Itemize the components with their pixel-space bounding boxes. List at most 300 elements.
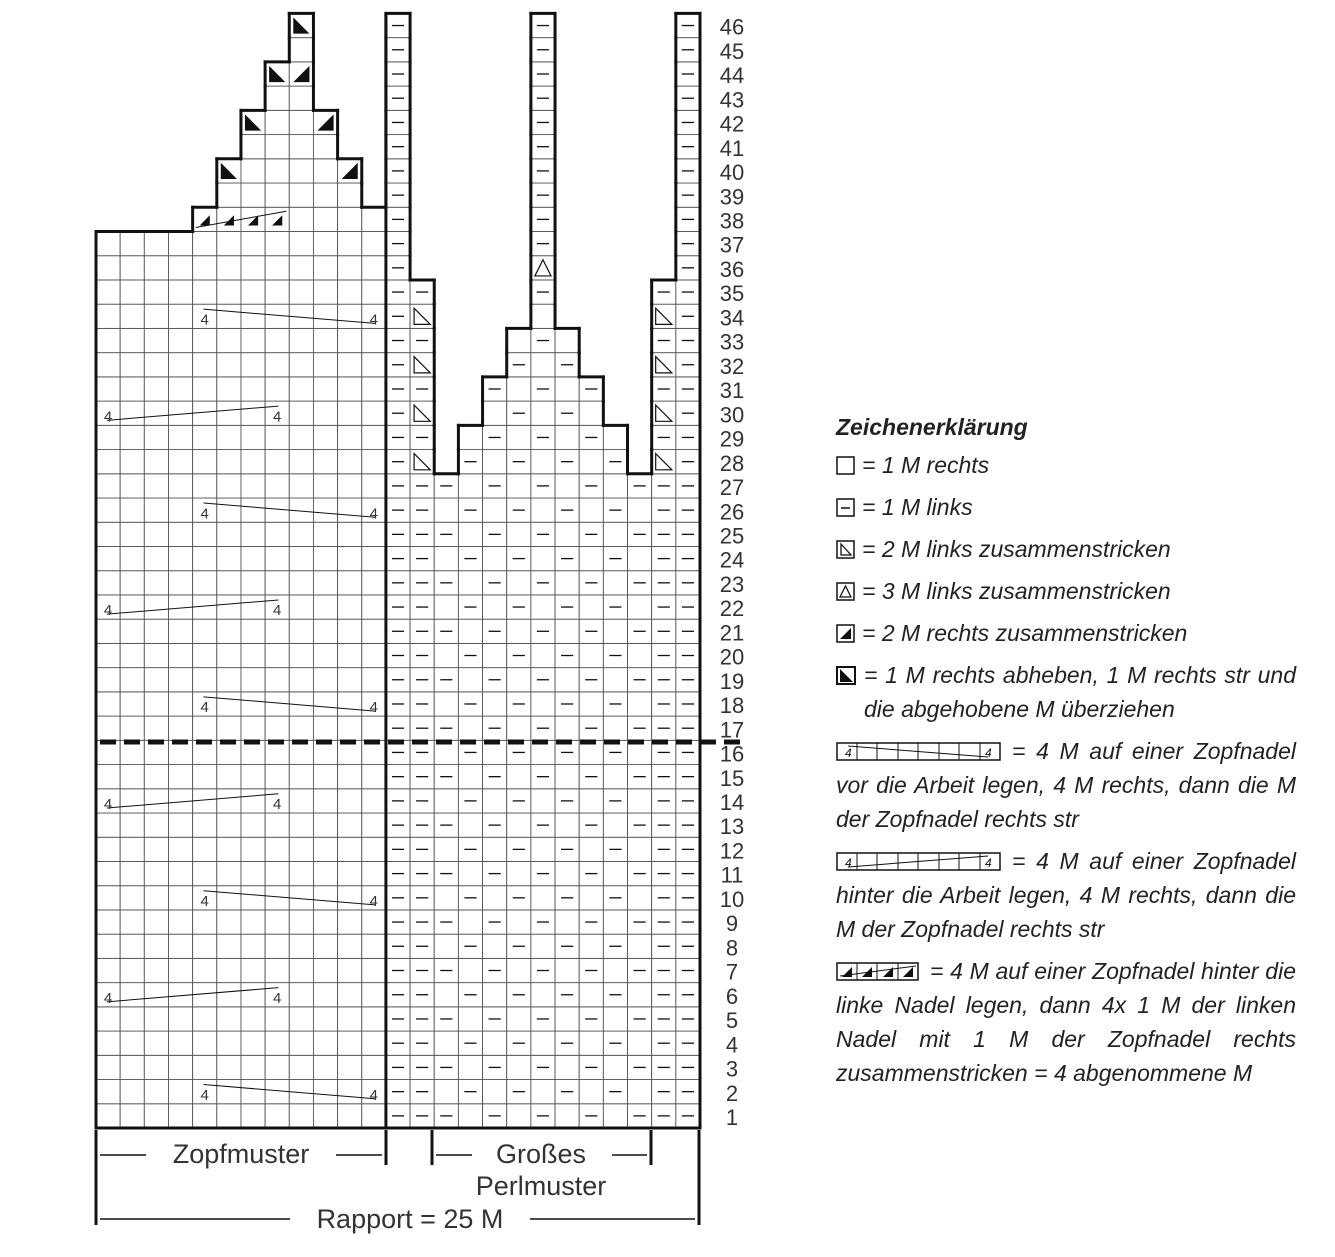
chart-cell bbox=[507, 668, 531, 692]
chart-cell bbox=[120, 643, 144, 667]
chart-cell bbox=[144, 837, 168, 861]
chart-cell bbox=[289, 619, 313, 643]
chart-cell bbox=[338, 861, 362, 885]
chart-cell bbox=[603, 1104, 627, 1128]
chart-cell bbox=[96, 498, 120, 522]
legend-item-decrease-4 bbox=[836, 954, 1296, 1090]
chart-cell bbox=[193, 280, 217, 304]
chart-cell bbox=[265, 765, 289, 789]
chart-cell bbox=[289, 716, 313, 740]
chart-cell bbox=[144, 498, 168, 522]
chart-cell bbox=[338, 159, 362, 183]
chart-cell bbox=[265, 450, 289, 474]
chart-cell bbox=[458, 571, 482, 595]
chart-cell bbox=[217, 716, 241, 740]
chart-cell bbox=[362, 522, 386, 546]
chart-cell bbox=[338, 934, 362, 958]
chart-cell bbox=[265, 861, 289, 885]
row-number: 40 bbox=[719, 160, 745, 186]
chart-cell bbox=[217, 789, 241, 813]
chart-cell bbox=[265, 231, 289, 255]
chart-cell bbox=[338, 789, 362, 813]
chart-cell bbox=[120, 813, 144, 837]
chart-cell bbox=[313, 886, 337, 910]
chart-cell bbox=[507, 1007, 531, 1031]
chart-cell bbox=[265, 474, 289, 498]
chart-cell bbox=[217, 934, 241, 958]
chart-cell bbox=[144, 716, 168, 740]
chart-cell bbox=[193, 522, 217, 546]
row-number: 25 bbox=[719, 523, 745, 549]
chart-cell bbox=[265, 668, 289, 692]
chart-cell bbox=[362, 958, 386, 982]
chart-cell bbox=[579, 450, 603, 474]
chart-cell bbox=[434, 692, 458, 716]
chart-cell bbox=[168, 256, 192, 280]
svg-text:4: 4 bbox=[985, 746, 992, 760]
chart-cell bbox=[193, 1031, 217, 1055]
chart-cell bbox=[168, 377, 192, 401]
chart-cell bbox=[313, 983, 337, 1007]
chart-cell bbox=[144, 958, 168, 982]
chart-cell bbox=[120, 983, 144, 1007]
chart-cell bbox=[217, 304, 241, 328]
chart-cell bbox=[362, 619, 386, 643]
chart-cell bbox=[289, 62, 313, 86]
chart-cell bbox=[458, 716, 482, 740]
chart-cell bbox=[96, 716, 120, 740]
chart-cell bbox=[193, 813, 217, 837]
cable-back-icon bbox=[836, 852, 1002, 872]
chart-cell bbox=[241, 861, 265, 885]
chart-cell bbox=[603, 716, 627, 740]
legend-text: = 4 M auf einer Zopfnadel hinter die linke Nadel legen, dann 4x 1 M der linken Nadel mit 1 M der Zopfnadel rechts zusammenstricken = 4 abgenommene M bbox=[836, 958, 1296, 1086]
chart-cell bbox=[362, 789, 386, 813]
chart-cell bbox=[241, 571, 265, 595]
chart-cell bbox=[555, 1104, 579, 1128]
chart-cell bbox=[338, 353, 362, 377]
chart-cell bbox=[531, 643, 555, 667]
chart-cell bbox=[362, 546, 386, 570]
legend-item-k2tog bbox=[836, 616, 1296, 650]
chart-cell bbox=[579, 546, 603, 570]
chart-cell bbox=[168, 425, 192, 449]
chart-cell bbox=[265, 571, 289, 595]
row-number: 1 bbox=[725, 1105, 739, 1130]
chart-cell bbox=[144, 1031, 168, 1055]
chart-cell bbox=[579, 692, 603, 716]
chart-cell bbox=[168, 1031, 192, 1055]
chart-cell bbox=[144, 789, 168, 813]
chart-cell bbox=[168, 571, 192, 595]
chart-cell bbox=[313, 328, 337, 352]
chart-cell bbox=[289, 813, 313, 837]
row-number: 9 bbox=[725, 911, 739, 937]
row-number: 30 bbox=[719, 402, 745, 428]
chart-cell bbox=[603, 958, 627, 982]
legend-text: = 2 M rechts zusammenstricken bbox=[862, 620, 1188, 646]
chart-cell bbox=[338, 1055, 362, 1079]
chart-cell bbox=[338, 401, 362, 425]
cable-number: 4 bbox=[369, 892, 379, 910]
chart-cell bbox=[217, 813, 241, 837]
chart-cell bbox=[241, 304, 265, 328]
chart-cell bbox=[193, 425, 217, 449]
chart-cell bbox=[96, 256, 120, 280]
chart-cell bbox=[168, 692, 192, 716]
chart-cell bbox=[338, 1080, 362, 1104]
chart-cell bbox=[313, 1007, 337, 1031]
chart-cell bbox=[507, 1055, 531, 1079]
chart-cell bbox=[313, 910, 337, 934]
chart-cell bbox=[313, 619, 337, 643]
chart-cell bbox=[96, 304, 120, 328]
chart-cell bbox=[338, 643, 362, 667]
chart-cell bbox=[217, 1055, 241, 1079]
chart-cell bbox=[217, 1080, 241, 1104]
chart-cell bbox=[289, 522, 313, 546]
chart-cell bbox=[338, 765, 362, 789]
chart-cell bbox=[362, 813, 386, 837]
row-number: 17 bbox=[719, 717, 745, 743]
chart-cell bbox=[96, 1007, 120, 1031]
chart-cell bbox=[579, 401, 603, 425]
chart-cell bbox=[241, 450, 265, 474]
chart-cell bbox=[193, 571, 217, 595]
p2tog-icon bbox=[836, 540, 856, 560]
chart-cell bbox=[555, 425, 579, 449]
cable-number: 4 bbox=[200, 1086, 209, 1104]
chart-cell bbox=[265, 353, 289, 377]
chart-cell bbox=[507, 716, 531, 740]
cable-number: 4 bbox=[369, 505, 379, 523]
chart-cell bbox=[555, 571, 579, 595]
chart-cell bbox=[555, 910, 579, 934]
chart-cell bbox=[338, 377, 362, 401]
chart-cell bbox=[313, 668, 337, 692]
chart-cell bbox=[265, 86, 289, 110]
chart-cell bbox=[603, 861, 627, 885]
chart-cell bbox=[241, 934, 265, 958]
chart-cell bbox=[120, 231, 144, 255]
chart-cell bbox=[265, 546, 289, 570]
k2tog-icon bbox=[836, 624, 856, 644]
chart-cell bbox=[120, 353, 144, 377]
chart-cell bbox=[120, 304, 144, 328]
chart-cell bbox=[96, 886, 120, 910]
chart-cell bbox=[265, 1007, 289, 1031]
chart-cell bbox=[434, 886, 458, 910]
svg-text:4: 4 bbox=[985, 856, 992, 870]
chart-cell bbox=[579, 837, 603, 861]
cable-number: 4 bbox=[200, 892, 209, 910]
chart-cell bbox=[96, 450, 120, 474]
legend-title: Zeichenerklärung bbox=[836, 414, 1028, 440]
chart-cell bbox=[120, 886, 144, 910]
chart-cell bbox=[168, 498, 192, 522]
row-number: 41 bbox=[719, 135, 745, 161]
row-number: 39 bbox=[719, 184, 745, 210]
chart-cell bbox=[458, 668, 482, 692]
cable-number: 4 bbox=[273, 602, 282, 620]
cable-number: 4 bbox=[200, 505, 209, 523]
chart-cell bbox=[96, 643, 120, 667]
row-number: 38 bbox=[719, 208, 745, 234]
chart-cell bbox=[241, 183, 265, 207]
chart-cell bbox=[144, 595, 168, 619]
chart-cell bbox=[338, 837, 362, 861]
chart-cell bbox=[362, 1007, 386, 1031]
chart-cell bbox=[579, 643, 603, 667]
chart-cell bbox=[241, 328, 265, 352]
chart-cell bbox=[362, 643, 386, 667]
chart-cell bbox=[241, 280, 265, 304]
row-number: 23 bbox=[719, 571, 745, 597]
chart-cell bbox=[289, 668, 313, 692]
chart-cell bbox=[313, 159, 337, 183]
chart-cell bbox=[241, 619, 265, 643]
chart-cell bbox=[289, 207, 313, 231]
section-label-zopfmuster: Zopfmuster bbox=[172, 1139, 310, 1169]
chart-cell bbox=[628, 498, 652, 522]
chart-cell bbox=[144, 619, 168, 643]
row-number: 29 bbox=[719, 426, 745, 452]
row-number: 31 bbox=[719, 378, 745, 404]
chart-cell bbox=[531, 1031, 555, 1055]
chart-cell bbox=[289, 983, 313, 1007]
chart-cell bbox=[241, 1104, 265, 1128]
chart-cell bbox=[144, 353, 168, 377]
chart-cell bbox=[531, 934, 555, 958]
chart-cell bbox=[120, 450, 144, 474]
chart-cell bbox=[168, 861, 192, 885]
cable-number: 4 bbox=[200, 311, 209, 329]
chart-cell bbox=[338, 692, 362, 716]
chart-cell bbox=[193, 668, 217, 692]
chart-cell bbox=[603, 571, 627, 595]
chart-cell bbox=[362, 595, 386, 619]
chart-cell bbox=[362, 983, 386, 1007]
cable-number: 4 bbox=[103, 602, 113, 620]
legend-item-p3tog bbox=[836, 574, 1296, 608]
chart-cell bbox=[120, 958, 144, 982]
chart-cell bbox=[458, 813, 482, 837]
section-label-perlmuster-1: Großes bbox=[495, 1139, 587, 1169]
row-number: 32 bbox=[719, 353, 745, 379]
chart-cell bbox=[555, 1007, 579, 1031]
chart-cell bbox=[507, 813, 531, 837]
row-number: 43 bbox=[719, 87, 745, 113]
chart-cell bbox=[144, 377, 168, 401]
chart-cell bbox=[241, 813, 265, 837]
chart-cell bbox=[168, 280, 192, 304]
chart-cell bbox=[241, 546, 265, 570]
chart-cell bbox=[96, 571, 120, 595]
chart-cell bbox=[241, 110, 265, 134]
chart-cell bbox=[96, 328, 120, 352]
chart-cell bbox=[96, 353, 120, 377]
p3tog-icon bbox=[836, 582, 856, 602]
chart-cell bbox=[289, 765, 313, 789]
chart-cell bbox=[241, 207, 265, 231]
chart-cell bbox=[96, 910, 120, 934]
chart-cell bbox=[313, 571, 337, 595]
chart-cell bbox=[265, 159, 289, 183]
chart-cell bbox=[96, 546, 120, 570]
chart-cell bbox=[144, 546, 168, 570]
chart-cell bbox=[144, 450, 168, 474]
chart-cell bbox=[120, 498, 144, 522]
chart-cell bbox=[168, 765, 192, 789]
chart-cell bbox=[96, 522, 120, 546]
chart-cell bbox=[96, 813, 120, 837]
chart-cell bbox=[144, 328, 168, 352]
chart-cell bbox=[144, 401, 168, 425]
chart-cell bbox=[531, 886, 555, 910]
row-number: 28 bbox=[719, 450, 745, 476]
row-number: 36 bbox=[719, 256, 745, 282]
chart-cell bbox=[313, 934, 337, 958]
chart-cell bbox=[338, 571, 362, 595]
chart-cell bbox=[144, 983, 168, 1007]
chart-cell bbox=[289, 38, 313, 62]
chart-cell bbox=[120, 280, 144, 304]
chart-cell bbox=[241, 377, 265, 401]
row-number: 35 bbox=[719, 281, 745, 307]
chart-cell bbox=[168, 546, 192, 570]
chart-cell bbox=[120, 837, 144, 861]
chart-cell bbox=[313, 837, 337, 861]
chart-cell bbox=[483, 546, 507, 570]
row-number: 21 bbox=[719, 620, 745, 646]
chart-cell bbox=[338, 886, 362, 910]
chart-cell bbox=[120, 619, 144, 643]
chart-cell bbox=[168, 1104, 192, 1128]
chart-cell bbox=[168, 813, 192, 837]
chart-cell bbox=[217, 983, 241, 1007]
chart-cell bbox=[265, 110, 289, 134]
purl-icon bbox=[836, 498, 856, 518]
chart-cell bbox=[144, 304, 168, 328]
chart-cell bbox=[434, 837, 458, 861]
chart-cell bbox=[120, 934, 144, 958]
legend-text: = 2 M links zusammenstricken bbox=[862, 536, 1171, 562]
chart-cell bbox=[217, 425, 241, 449]
chart-cell bbox=[241, 643, 265, 667]
row-number: 13 bbox=[719, 814, 745, 840]
chart-cell bbox=[120, 474, 144, 498]
chart-cell bbox=[603, 1055, 627, 1079]
chart-cell bbox=[96, 837, 120, 861]
chart-cell bbox=[434, 546, 458, 570]
chart-cell bbox=[338, 813, 362, 837]
row-number: 12 bbox=[719, 838, 745, 864]
chart-cell bbox=[168, 934, 192, 958]
chart-cell bbox=[555, 619, 579, 643]
chart-cell bbox=[96, 765, 120, 789]
chart-cell bbox=[313, 1080, 337, 1104]
chart-cell bbox=[603, 425, 627, 449]
chart-cell bbox=[241, 765, 265, 789]
chart-cell bbox=[362, 328, 386, 352]
chart-cell bbox=[96, 958, 120, 982]
cable-number: 4 bbox=[103, 408, 113, 426]
chart-cell bbox=[144, 668, 168, 692]
chart-cell bbox=[313, 958, 337, 982]
chart-cell bbox=[217, 958, 241, 982]
chart-cell bbox=[265, 619, 289, 643]
chart-cell bbox=[265, 1104, 289, 1128]
chart-cell bbox=[241, 692, 265, 716]
chart-cell bbox=[289, 86, 313, 110]
chart-cell bbox=[313, 716, 337, 740]
chart-cell bbox=[265, 280, 289, 304]
chart-cell bbox=[96, 861, 120, 885]
chart-cell bbox=[289, 110, 313, 134]
row-number: 15 bbox=[719, 765, 745, 791]
chart-cell bbox=[289, 546, 313, 570]
chart-cell bbox=[168, 619, 192, 643]
chart-cell bbox=[362, 280, 386, 304]
chart-cell bbox=[289, 789, 313, 813]
chart-cell bbox=[168, 450, 192, 474]
row-number: 8 bbox=[725, 935, 739, 961]
legend-item-knit bbox=[836, 448, 1296, 482]
chart-cell bbox=[144, 765, 168, 789]
chart-cell bbox=[144, 813, 168, 837]
chart-cell bbox=[217, 861, 241, 885]
chart-cell bbox=[507, 861, 531, 885]
chart-cell bbox=[483, 643, 507, 667]
chart-cell bbox=[555, 861, 579, 885]
chart-cell bbox=[434, 595, 458, 619]
chart-cell bbox=[96, 474, 120, 498]
chart-cell bbox=[531, 401, 555, 425]
chart-cell bbox=[96, 425, 120, 449]
chart-cell bbox=[265, 522, 289, 546]
chart-cell bbox=[313, 450, 337, 474]
chart-cell bbox=[338, 958, 362, 982]
chart-cell bbox=[168, 328, 192, 352]
chart-cell bbox=[507, 1104, 531, 1128]
legend-text: = 1 M rechts bbox=[862, 452, 990, 478]
chart-cell bbox=[265, 1031, 289, 1055]
legend-item-skpo bbox=[836, 658, 1296, 726]
chart-cell bbox=[313, 643, 337, 667]
chart-cell bbox=[579, 934, 603, 958]
chart-cell bbox=[96, 934, 120, 958]
chart-cell bbox=[362, 1031, 386, 1055]
chart-cell bbox=[458, 474, 482, 498]
chart-cell bbox=[362, 231, 386, 255]
chart-cell bbox=[458, 861, 482, 885]
chart-cell bbox=[434, 983, 458, 1007]
chart-cell bbox=[193, 450, 217, 474]
chart-cell bbox=[313, 183, 337, 207]
chart-cell bbox=[265, 813, 289, 837]
chart-cell bbox=[144, 886, 168, 910]
chart-cell bbox=[579, 498, 603, 522]
chart-cell bbox=[217, 546, 241, 570]
chart-cell bbox=[241, 231, 265, 255]
chart-cell bbox=[579, 595, 603, 619]
chart-cell bbox=[144, 571, 168, 595]
chart-cell bbox=[265, 716, 289, 740]
chart-cell bbox=[313, 207, 337, 231]
chart-cell bbox=[579, 983, 603, 1007]
chart-cell bbox=[603, 619, 627, 643]
svg-text:4: 4 bbox=[845, 856, 852, 870]
